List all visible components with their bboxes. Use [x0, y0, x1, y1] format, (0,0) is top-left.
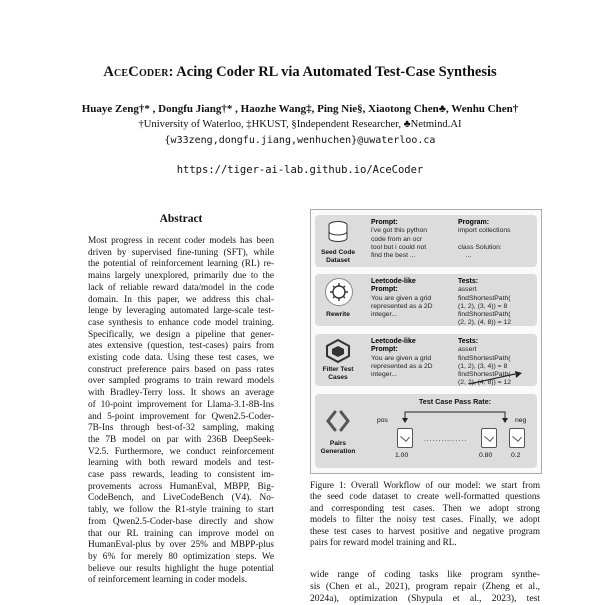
panel-label-line: Generation — [320, 448, 356, 455]
panel-rewrite — [315, 274, 537, 326]
pairs-icon — [325, 408, 351, 434]
text-line: the potential of reinforcement learning (RL) re- — [88, 259, 274, 270]
database-icon — [325, 219, 351, 245]
openai-icon — [325, 278, 353, 306]
text-line: the seed code dataset to create well-formatted questions — [310, 491, 540, 502]
pass-rate-title: Test Case Pass Rate: — [418, 397, 492, 406]
pass-rate-value: 1.00 — [395, 452, 409, 459]
field-head: Tests: — [458, 338, 479, 345]
neg-label: neg — [515, 417, 527, 424]
field-line: assert — [458, 346, 477, 354]
prompt-field — [371, 278, 453, 319]
title-rest: : Acing Coder RL via Automated Test-Case Synthesis — [168, 64, 497, 80]
strike-arrow-icon — [465, 370, 525, 386]
field-line: You are given a grid — [371, 294, 432, 302]
field-head: Prompt: — [371, 219, 398, 226]
text-line: models to filter the noisy test cases. Finally, we adopt — [310, 514, 540, 525]
text-line: by 6% for merely 80 optimization steps. We — [88, 551, 274, 562]
field-line: find the best ... — [371, 252, 416, 260]
text-line: believe our results highlight the huge potential — [88, 563, 274, 574]
filter-model-icon — [325, 338, 351, 364]
text-line: wide range of coding tasks like program synthe- — [310, 569, 540, 580]
text-line: construct preference pairs based on pass rates — [88, 364, 274, 375]
field-line: represented as a 2D — [371, 302, 433, 310]
author-list: Huaye Zeng†* , Dongfu Jiang†* , Haozhe Wang‡, Ping Nie§, Xiaotong Chen♣, Wenhu Chen† — [81, 103, 519, 115]
workflow-figure — [310, 209, 542, 474]
field-line: (1, 2), (3, 4)) = 8 — [458, 302, 508, 310]
text-line: case pass rewards, leading to consistent im- — [88, 470, 274, 481]
text-line: from Qwen2.5-Coder-base directly and show — [88, 516, 274, 527]
panel-label-line: Pairs — [329, 440, 347, 447]
affiliations: †University of Waterloo, ‡HKUST, §Independent Researcher, ♣Netmind.AI — [138, 119, 462, 130]
text-line: CodeBench, and LiveCodeBench (V4). No- — [88, 493, 274, 504]
field-line: findShortestPath( — [458, 354, 511, 362]
panel-label — [315, 440, 361, 456]
pass-rate-value: 0.2 — [511, 452, 521, 459]
field-head: Prompt: — [371, 346, 398, 354]
figure-caption — [310, 480, 540, 548]
field-line: integer... — [371, 371, 398, 379]
text-line: V2.5. Furthermore, we conduct reinforcement — [88, 446, 274, 457]
panel-label — [315, 311, 361, 319]
field-line: assert — [458, 286, 477, 294]
text-line: HumanEval-plus by over 25% and MBPP-plus — [88, 540, 274, 551]
text-line: over sampled programs to train reward models — [88, 376, 274, 387]
ellipsis: ............... — [424, 436, 468, 443]
text-line: of 10-point improvement for Llama-3.1-8B-Ins — [88, 399, 274, 410]
panel-label-line: Filter Test — [322, 366, 354, 373]
panel-label — [315, 366, 361, 382]
field-line: represented as a 2D — [371, 362, 433, 370]
field-line: findShortestPath( — [458, 371, 511, 379]
program-doc-icon — [481, 428, 497, 448]
field-line: (1, 2), (3, 4)) = 8 — [458, 362, 508, 370]
field-head: Leetcode-like — [371, 338, 416, 345]
program-field — [458, 219, 536, 260]
abstract-heading: Abstract — [159, 213, 203, 225]
text-line: case synthesis to enhance code model training. — [88, 317, 274, 328]
text-line: Most progress in recent coder models has been — [88, 236, 274, 246]
abstract-body — [88, 236, 274, 587]
program-doc-icon — [509, 428, 525, 448]
text-line: learning with both reward models and test- — [88, 458, 274, 469]
field-line: class Solution: — [458, 243, 502, 251]
field-head: Tests: — [458, 278, 479, 285]
field-line: findShortestPath( — [458, 311, 511, 319]
field-line: You are given a grid — [371, 354, 432, 362]
field-line: integer... — [371, 311, 398, 319]
text-line: pairs for reward model training and RL. — [310, 537, 457, 548]
panel-label-line: Rewrite — [326, 311, 350, 318]
text-line: the 7B model on par with 236B DeepSeek- — [88, 434, 274, 445]
text-line: lack of reliable reward data/model in the code — [88, 282, 274, 293]
title-acecoder: AceCoder — [103, 64, 169, 80]
text-line: these test cases to harvest positive and negative program — [310, 525, 540, 536]
field-line: tool but i could not — [371, 243, 427, 251]
text-line: Specifically, we design a pipeline that gener- — [88, 329, 274, 340]
panel-pairs — [315, 394, 537, 468]
field-line: (2, 2), (4, 8)) = 12 — [458, 379, 512, 387]
text-line: sis (Chen et al., 2021), program repair (Zheng et al., — [310, 581, 540, 592]
tests-field — [458, 278, 536, 328]
prompt-field — [371, 219, 453, 260]
text-line: 2024a), optimization (Shypula et al., 2023), test — [310, 593, 540, 604]
field-line: i've got this python — [371, 227, 428, 235]
program-doc-icon — [397, 428, 413, 448]
text-line: provements across HumanEval, MBPP, Big- — [88, 481, 274, 492]
field-line: code from an ocr — [371, 235, 422, 243]
text-line: that our RL training can improve model on — [88, 528, 274, 539]
text-line: of reinforcement learning in coder models. — [88, 575, 248, 586]
field-head: Prompt: — [371, 286, 398, 294]
text-line: with Bradley-Terry loss. It shows an average — [88, 388, 274, 399]
text-line: ates extensive (question, test-cases) pairs from — [88, 341, 274, 352]
text-line: tably, we follow the R1-style training to start — [88, 505, 274, 516]
field-line: findShortestPath( — [458, 294, 511, 302]
paper-title — [0, 64, 600, 81]
prompt-field — [371, 338, 453, 379]
panel-label-line: Cases — [328, 374, 348, 381]
text-line: and corresponding test cases. Then we adopt strong — [310, 502, 540, 513]
panel-filter — [315, 334, 537, 386]
panel-label-line: Dataset — [326, 257, 350, 264]
field-line: import collections — [458, 227, 511, 235]
field-line: (2, 2), (4, 8)) = 12 — [458, 319, 512, 327]
field-head: Leetcode-like — [371, 278, 416, 285]
text-line: 7B-Ins through best-of-32 sampling, making — [88, 423, 274, 434]
author-emails: {w33zeng,dongfu.jiang,wenhuchen}@uwaterloo.ca — [164, 135, 436, 146]
project-url[interactable]: https://tiger-ai-lab.github.io/AceCoder — [176, 164, 424, 176]
text-line: and 5-point improvement for Qwen2.5-Coder- — [88, 411, 274, 422]
panel-seed-dataset — [315, 215, 537, 267]
text-line: lenge by leveraging automated large-scale test- — [88, 306, 274, 317]
field-head: Program: — [458, 219, 490, 226]
text-line: driven by supervised fine-tuning (SFT), while — [88, 247, 274, 258]
pos-label: pos — [377, 417, 388, 424]
panel-label — [315, 249, 361, 265]
text-line: mains largely unexplored, primarily due to the — [88, 271, 274, 282]
text-line: domain. In this paper, we address this chal- — [88, 294, 274, 305]
pass-rate-value: 0.80 — [479, 452, 493, 459]
text-line: existing code data. Using these test cases, we — [88, 353, 274, 364]
panel-label-line: Seed Code — [320, 249, 356, 256]
field-line: ... — [458, 252, 472, 260]
text-line: Figure 1: Overall Workflow of our model: we start from — [310, 480, 540, 490]
